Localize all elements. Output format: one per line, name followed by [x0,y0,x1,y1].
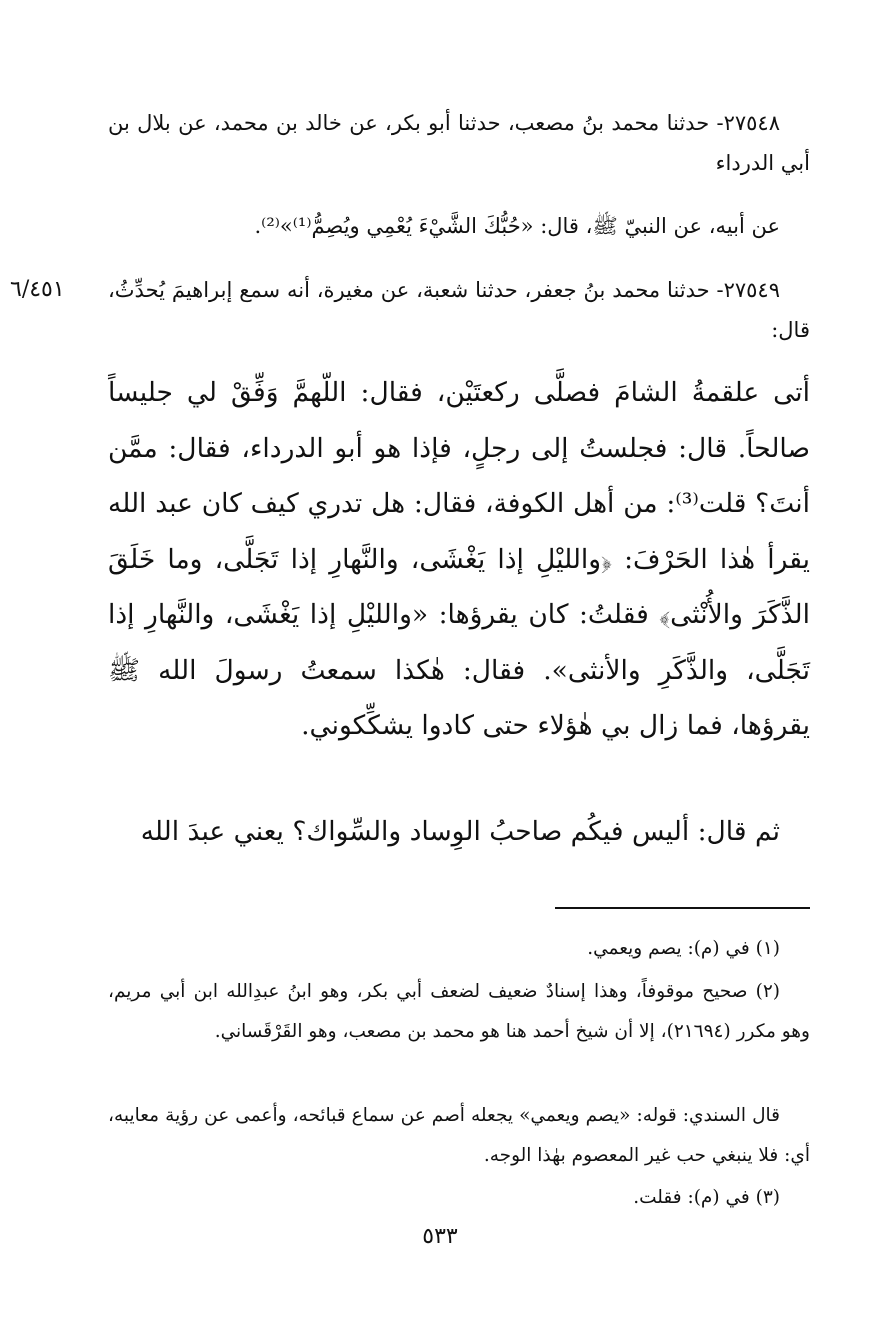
margin-volume-page-reference: ٦/٤٥١ [10,277,65,302]
footnote-separator [555,907,810,909]
hadith-27549-continuation: ثم قال: أليس فيكُم صاحبُ الوِساد والسِّواك؟ يعني عبدَ الله [140,816,780,847]
hadith-27548-isnad: ٢٧٥٤٨- حدثنا محمد بنُ مصعب، حدثنا أبو بكر، عن خالد بن محمد، عن بلال بن أبي الدرداء [108,111,810,175]
footnote-3: (٣) في (م): فقلت. [633,1187,780,1208]
footnote-2-sindi-commentary: قال السندي: قوله: «يصم ويعمي» يجعله أصم عن سماع قبائحه، وأعمى عن رؤية معايبه، أي: فلا ينبغي حب غير المعصوم بهٰذا الوجه. [108,1105,810,1166]
hadith-27549-matn: أتى علقمةُ الشامَ فصلَّى ركعتَيْن، فقال: اللّهمَّ وَفِّقْ لي جليساً صالحاً. قال: فجلستُ إلى رجلٍ، فإذا هو أبو الدرداء، فقال: ممَّن أنتَ؟ قلت⁽³⁾: من أهل الكوفة، فقال: هل تدري كيف كان عبد الله يقرأ هٰذا الحَرْفَ: ﴿والليْلِ إذا يَغْشَى، والنَّهارِ إذا تَجَلَّى، وما خَلَقَ الذَّكَرَ والأُنْثى﴾ فقلتُ: كان يقرؤها: «والليْلِ إذا يَغْشَى، والنَّهارِ إذا تَجَلَّى، والذَّكَرِ والأنثى». فقال: هٰكذا سمعتُ رسولَ الله ﷺ يقرؤها، فما زال بي هٰؤلاء حتى كادوا يشكِّكوني. [108,377,811,741]
hadith-27548-matn: عن أبيه، عن النبيّ ﷺ، قال: «حُبُّكَ الشَّيْءَ يُعْمِي ويُصِمُّ⁽¹⁾»⁽²⁾. [254,214,780,238]
hadith-27549-isnad: ٢٧٥٤٩- حدثنا محمد بنُ جعفر، حدثنا شعبة، عن مغيرة، أنه سمع إبراهيمَ يُحدِّثُ، قال: [108,278,810,342]
footnote-1: (١) في (م): يصم ويعمي. [587,938,780,959]
footnote-2: (٢) صحيح موقوفاً، وهذا إسنادٌ ضعيف لضعف أبي بكر، وهو ابنُ عبدِالله ابن أبي مريم، وهو مكرر (٢١٦٩٤)، إلا أن شيخ أحمد هنا هو محمد بن مصعب، وهو القَرْقَساني. [108,981,810,1042]
page-number: ٥٣٣ [422,1224,458,1249]
